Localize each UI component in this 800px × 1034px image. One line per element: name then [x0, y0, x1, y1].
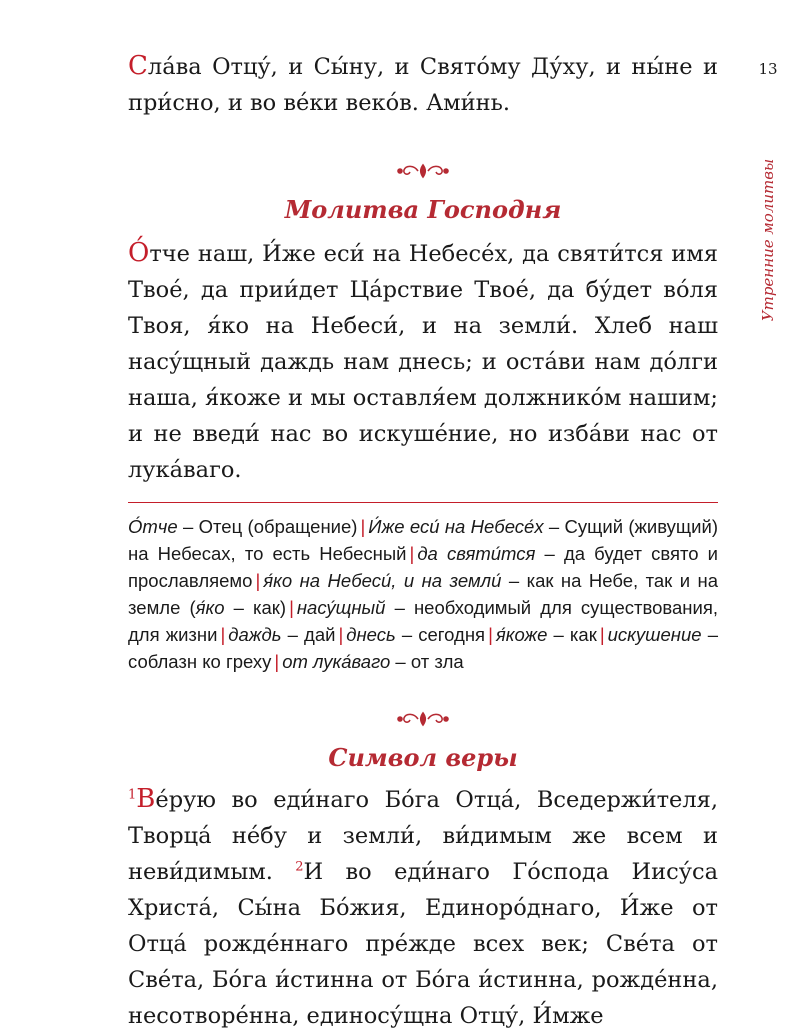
spacer: [128, 503, 718, 513]
creed-heading: Символ веры: [328, 743, 518, 772]
page-margin: [748, 60, 788, 322]
glossary-term: я́коже: [495, 624, 548, 645]
glossary-separator: |: [409, 543, 415, 564]
glossary-term: днесь: [346, 624, 396, 645]
glossary-separator: |: [360, 516, 366, 537]
glossary-def: – Отец (обращение): [177, 516, 358, 537]
glossary-separator: |: [255, 570, 261, 591]
glossary-def: – дай: [281, 624, 336, 645]
glossary-def: – сегодня: [395, 624, 486, 645]
creed-initial: В: [136, 784, 156, 814]
glossary-def: – Сущий (живущий) на Небесах, то есть Небесный: [128, 516, 718, 564]
doxology-initial: С: [128, 51, 148, 81]
glossary-separator: |: [338, 624, 344, 645]
glossary-separator: |: [289, 597, 294, 618]
glossary-term: от лука́ваго: [282, 651, 391, 672]
spacer: [128, 181, 718, 193]
lords-prayer-text: тче наш, И́же еси́ на Небесе́х, да святи́тся имя Твое́, да прии́дет Ца́рствие Твое́, да бу́дет во́ля Твоя, я́ко на Небеси́, и на земли́. Хлеб наш насу́щный даждь нам днесь; и оста́ви нам до́лги наша, я́коже и мы оставля́ем должнико́м нашим; и не введи́ нас во искуше́ние, но изба́ви нас от лука́ваго.: [128, 241, 718, 483]
glossary-def: – как: [547, 624, 597, 645]
creed-verse-1: е́рую во еди́наго Бо́га Отца́, Вседержи́теля, Творца́ не́бу и земли́, ви́димым же всем и неви́димым.: [128, 787, 718, 885]
glossary-def: – от зла: [390, 651, 464, 672]
page-number: 13: [758, 60, 778, 78]
verse-number: 1: [128, 787, 137, 803]
doxology-text: ла́ва Отцу́, и Сы́ну, и Свято́му Ду́ху, и ны́не и при́сно, и во ве́ки веко́в. Ами́нь.: [128, 54, 718, 116]
lords-prayer-heading: Молитва Господня: [284, 195, 562, 224]
glossary-def: – как на Небе, так и на земле (: [128, 570, 718, 618]
page-content: [128, 48, 718, 1034]
running-title: Утренние молитвы: [759, 158, 777, 322]
glossary-paragraph: [128, 513, 718, 675]
glossary-term: я́ко: [195, 597, 225, 618]
creed-verse-2: И во еди́наго Го́спода Иису́са Христа́, Сы́на Бо́жия, Единоро́днаго, И́же от Отца́ рожде́ннаго пре́жде всех век; Све́та от Све́та, Бо́га и́стинна от Бо́га и́стинна, рожде́нна, несотворе́нна, единосу́щна Отцу́, И́мже: [128, 859, 719, 1029]
glossary-term: насу́щный: [296, 597, 386, 618]
ornament-divider-icon: [396, 709, 450, 729]
spacer: [128, 121, 718, 161]
glossary-separator: |: [599, 624, 605, 645]
glossary-def: – соблазн ко греху: [128, 624, 718, 672]
glossary-term: искушение: [607, 624, 702, 645]
lords-prayer-paragraph: [128, 235, 718, 488]
spacer: [128, 675, 718, 709]
spacer: [128, 729, 718, 741]
glossary-def: – необходимый для существования, для жизни: [128, 597, 718, 645]
verse-number: 2: [295, 859, 304, 875]
doxology-paragraph: [128, 48, 718, 121]
glossary-term: О́тче: [128, 516, 178, 537]
glossary-term: я́ко на Небеси́, и на земли́: [263, 570, 502, 591]
glossary-separator: |: [220, 624, 226, 645]
glossary-term: даждь: [228, 624, 282, 645]
glossary-term: И́же еси́ на Небесе́х: [368, 516, 544, 537]
glossary-def: – как): [224, 597, 287, 618]
spacer: [128, 488, 718, 502]
glossary-separator: |: [274, 651, 280, 672]
lords-prayer-initial: О́: [128, 238, 150, 268]
ornament-divider-icon: [396, 161, 450, 181]
spacer: [128, 227, 718, 235]
glossary-term: да святи́тся: [417, 543, 536, 564]
creed-paragraph: [128, 781, 718, 1034]
glossary-def: – да будет свято и прославляемо: [128, 543, 718, 591]
glossary-separator: |: [488, 624, 493, 645]
